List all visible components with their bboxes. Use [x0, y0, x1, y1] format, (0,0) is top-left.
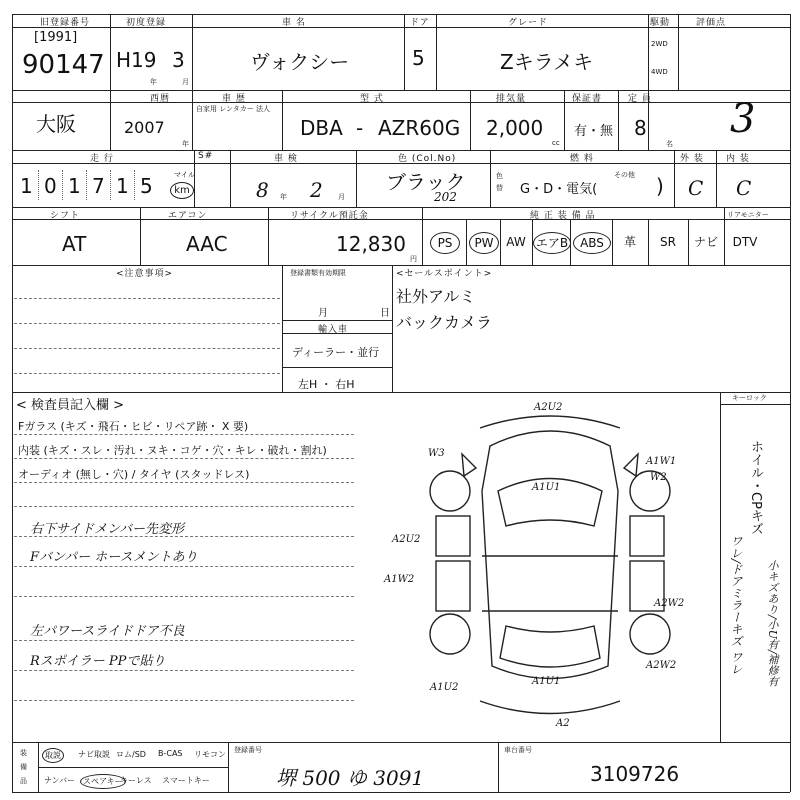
color-change-label: 色 替	[496, 172, 503, 192]
grid-line	[612, 219, 613, 265]
header-doors: ドア	[410, 18, 430, 28]
mark-w2: W2	[650, 472, 667, 483]
equipment-item: SR	[660, 235, 676, 249]
mark-a2w2-rear: A2W2	[646, 660, 677, 671]
grid-line	[282, 90, 283, 150]
sales-point-2: バックカメラ	[396, 313, 493, 332]
mileage-separator	[62, 170, 63, 200]
handwritten-note-2: Fバンパー ホースメントあり	[30, 550, 198, 565]
header-aircon: エアコン	[168, 211, 208, 221]
aircon: AAC	[186, 232, 228, 256]
header-score: 評価点	[696, 18, 727, 28]
shaken-month-unit: 月	[338, 193, 345, 201]
note-line	[14, 373, 280, 374]
inspect-line	[14, 670, 354, 671]
header-reg-class: 旧登録番号	[40, 18, 91, 28]
header-color: 色 (Col.No)	[398, 154, 457, 164]
mileage-digit: 1	[20, 174, 33, 198]
grid-line	[648, 14, 649, 150]
wheel-rear-right	[630, 614, 670, 654]
grid-line	[282, 265, 283, 392]
equipment-item: PW	[469, 232, 499, 254]
interior-grade: C	[736, 176, 752, 200]
header-recycle: リサイクル預託金	[290, 211, 369, 221]
western-year: 2007	[124, 118, 165, 137]
mark-a1u2: A1U2	[430, 682, 459, 693]
mark-w3: W3	[428, 448, 445, 459]
header-fuel: 燃 料	[570, 154, 594, 164]
lot-year: [1991]	[34, 30, 78, 45]
grid-line	[678, 14, 679, 90]
fuel: G・D・電気(	[520, 182, 598, 197]
grid-line	[500, 219, 501, 265]
header-sales-points: <セールスポイント>	[396, 269, 493, 279]
grid-line	[140, 207, 141, 265]
score-value: 3	[730, 96, 756, 142]
grid-line	[688, 219, 689, 265]
bottom-equip-item: 取説	[42, 748, 64, 763]
header-keyless: キーロック	[732, 394, 767, 402]
bottom-equip-item: スマートキー	[162, 776, 210, 785]
header-interior: 内 装	[726, 154, 750, 164]
inspect-line	[14, 596, 354, 597]
mark-a1w1: A1W1	[646, 456, 677, 467]
mileage-digit: 5	[140, 174, 153, 198]
grid-line	[110, 90, 111, 150]
header-equipment: 純 正 装 備 品	[530, 211, 596, 221]
bottom-equip-item: ナンバー	[44, 776, 76, 785]
reg-month: 月	[318, 308, 328, 319]
mileage-km: km	[170, 182, 194, 199]
bottom-equip-item: ロム/SD	[116, 750, 146, 759]
year-unit: 年	[150, 78, 157, 86]
mark-a2-bottom: A2	[556, 718, 570, 729]
header-displacement: 排気量	[496, 94, 527, 104]
grid-line	[228, 742, 229, 792]
inspect-audio: オーディオ (無し・穴) / タイヤ (スタッドレス)	[18, 468, 250, 481]
note-line	[14, 323, 280, 324]
handwritten-note-1: 右下サイドメンバー先変形	[30, 522, 185, 537]
header-warranty: 保証書	[572, 94, 603, 104]
grid-line	[490, 150, 491, 207]
handwritten-note-3: 左パワースライドドア不良	[30, 624, 185, 639]
note-line	[14, 348, 280, 349]
displacement: 2,000	[486, 116, 544, 140]
grid-line	[12, 792, 790, 793]
header-shift: シフト	[50, 211, 81, 221]
car-body-outline	[482, 431, 618, 679]
mileage-mile: マイル	[174, 171, 195, 179]
exterior-grade: C	[688, 176, 704, 200]
header-ac-code: S#	[198, 151, 214, 161]
handwritten-note-4: Rスポイラー PPで貼り	[30, 654, 166, 669]
header-drive: 駆動	[650, 18, 671, 28]
month-unit: 月	[182, 78, 189, 86]
yen-unit: 円	[410, 255, 417, 263]
import-type: ディーラー・並行	[292, 346, 380, 359]
grid-line	[618, 90, 619, 150]
mileage-digit: 1	[116, 174, 129, 198]
equipment-item: AW	[506, 235, 526, 249]
model-code: AZR60G	[378, 116, 461, 140]
grid-line	[422, 207, 423, 265]
grid-line	[498, 742, 499, 792]
side-note-repair: 小キズあり/小U有/補修有	[766, 560, 779, 687]
grid-line	[12, 207, 790, 208]
warranty: 有・無	[574, 124, 614, 139]
header-line	[12, 102, 790, 103]
mirror-right	[624, 454, 638, 476]
note-line	[14, 298, 280, 299]
grid-line	[268, 207, 269, 265]
inspect-line	[14, 566, 354, 567]
grid-line	[12, 90, 790, 91]
header-exterior: 外 装	[680, 154, 704, 164]
grid-line	[230, 150, 231, 207]
sales-point-1: 社外アルミ	[396, 287, 476, 306]
shaken-year: 8	[256, 178, 269, 202]
equipment-item: ナビ	[693, 235, 718, 249]
inspect-interior: 内装 (キズ・スレ・汚れ・ヌキ・コゲ・穴・キレ・破れ・割れ)	[18, 444, 327, 457]
header-inspection: 車 歴	[222, 94, 246, 104]
grid-line	[392, 265, 393, 392]
mileage-separator	[38, 170, 39, 200]
drive-4wd: 4WD	[651, 68, 668, 76]
mileage-digit: 1	[68, 174, 81, 198]
grid-line	[674, 150, 675, 207]
header-import: 輸入車	[318, 325, 349, 335]
chassis-number: 3109726	[590, 762, 680, 786]
bottom-equip-item: B-CAS	[158, 749, 183, 758]
grid-line	[724, 207, 725, 265]
mileage-separator	[110, 170, 111, 200]
inspection-sub: 自家用 レンタカー 法人	[196, 105, 270, 113]
header-inspector-notes: < 検査員記入欄 >	[16, 398, 125, 413]
inspect-line	[14, 700, 354, 701]
door-count: 5	[412, 46, 425, 70]
header-shaken: 車 検	[274, 154, 298, 164]
fuel-other: その他	[614, 171, 635, 179]
grid-line	[790, 14, 791, 792]
bottom-equip-label: 装 備 品	[20, 749, 27, 785]
header-western: 西暦	[150, 94, 171, 104]
area: 大阪	[36, 112, 76, 136]
equipment-item: PS	[430, 232, 460, 254]
mark-a2u2-left: A2U2	[392, 534, 421, 545]
grid-line	[404, 14, 405, 90]
grid-line	[356, 150, 357, 207]
header-grade: グレード	[508, 18, 549, 28]
equipment-item: ABS	[573, 232, 611, 254]
mileage-separator	[86, 170, 87, 200]
header-reg-doc-expiry: 登録書類有効期限	[290, 269, 346, 277]
side-note-wheel: ホイル・CPキズ	[748, 440, 763, 535]
bottom-equip-item: スペアキー	[80, 774, 126, 789]
rear-window-outline	[500, 626, 600, 667]
chassis-label: 車台番号	[504, 746, 532, 754]
header-notes: <注意事項>	[116, 269, 174, 279]
inspect-line	[14, 482, 354, 483]
header-rear-monitor: リアモニター	[727, 211, 769, 219]
grid-line	[282, 367, 392, 368]
model-prefix: DBA	[300, 116, 343, 140]
header-capacity: 定 員	[628, 94, 652, 104]
grid-line	[192, 14, 193, 90]
right-front-door	[630, 516, 664, 556]
inspect-glass: Fガラス (キズ・飛石・ヒビ・リペア跡・ X 要)	[18, 420, 249, 433]
equipment-item: エアB	[533, 232, 571, 254]
cc-unit: cc	[552, 139, 560, 147]
bottom-equip-item: キーレス	[120, 776, 152, 785]
mark-a2w2-right: A2W2	[654, 598, 685, 609]
mark-a1w2: A1W2	[384, 574, 415, 585]
grid-line	[466, 219, 467, 265]
car-name: ヴォクシー	[250, 50, 350, 74]
reg-day: 日	[380, 308, 390, 319]
wheel-front-left	[430, 471, 470, 511]
mileage-digit: 0	[44, 174, 57, 198]
capacity: 8	[634, 116, 647, 140]
bottom-equip-item: ナビ取説	[78, 750, 110, 759]
shaken-year-unit: 年	[280, 193, 287, 201]
recycle-fee: 12,830	[336, 232, 406, 256]
wheel-rear-left	[430, 614, 470, 654]
mileage-digit: 7	[92, 174, 105, 198]
grid-line	[110, 14, 111, 90]
mark-a1u1-rear: A1U1	[532, 676, 561, 687]
mileage-separator	[134, 170, 135, 200]
shaken-month: 2	[310, 178, 323, 202]
era-year: H19	[116, 48, 157, 72]
western-unit: 年	[182, 140, 189, 148]
header-first-reg: 初度登録	[126, 18, 167, 28]
lot-number: 90147	[22, 50, 105, 80]
side-note-mirror: ワレ/ドアミラーキズ ワレ	[729, 535, 743, 675]
grid-line	[436, 14, 437, 90]
plate-number: 堺 500 ゆ 3091	[276, 766, 425, 790]
left-slide-door	[436, 561, 470, 611]
model-dash: -	[356, 116, 364, 140]
inspect-line	[14, 640, 354, 641]
grid-line	[192, 90, 193, 150]
left-front-door	[436, 516, 470, 556]
capacity-unit: 名	[666, 140, 673, 148]
header-mileage: 走 行	[90, 154, 114, 164]
grid-line	[564, 90, 565, 150]
handle-side: 左H ・ 右H	[298, 378, 355, 391]
header-line	[12, 219, 790, 220]
grid-line	[12, 14, 13, 792]
color-code: 202	[434, 190, 457, 204]
plate-label: 登録番号	[234, 746, 262, 754]
mark-a1u1-front: A1U1	[532, 482, 561, 493]
front-bumper-outline	[480, 416, 620, 428]
grid-line	[282, 320, 392, 321]
header-car-name: 車 名	[282, 18, 306, 28]
shift: AT	[62, 232, 87, 256]
grid-line	[720, 404, 790, 405]
fuel-close: )	[656, 174, 664, 198]
equipment-item: DTV	[732, 235, 758, 249]
first-reg-month: 3	[172, 48, 185, 72]
grid-line	[38, 767, 228, 768]
grid-line	[12, 742, 790, 743]
mirror-left	[462, 454, 476, 476]
inspect-line	[14, 458, 354, 459]
grid-line	[716, 150, 717, 207]
grade: Zキラメキ	[500, 50, 594, 74]
inspect-line	[14, 434, 354, 435]
grid-line	[470, 90, 471, 150]
grid-line	[12, 392, 790, 393]
color: ブラック	[386, 170, 466, 194]
equipment-item: 革	[623, 235, 636, 249]
bottom-equip-item: リモコン	[194, 750, 226, 759]
grid-line	[648, 219, 649, 265]
rear-bumper-outline	[480, 701, 620, 714]
inspect-line	[14, 506, 354, 507]
mark-a2u2-top: A2U2	[534, 402, 563, 413]
drive-2wd: 2WD	[651, 40, 668, 48]
header-model: 型 式	[360, 94, 384, 104]
grid-line	[720, 392, 721, 742]
